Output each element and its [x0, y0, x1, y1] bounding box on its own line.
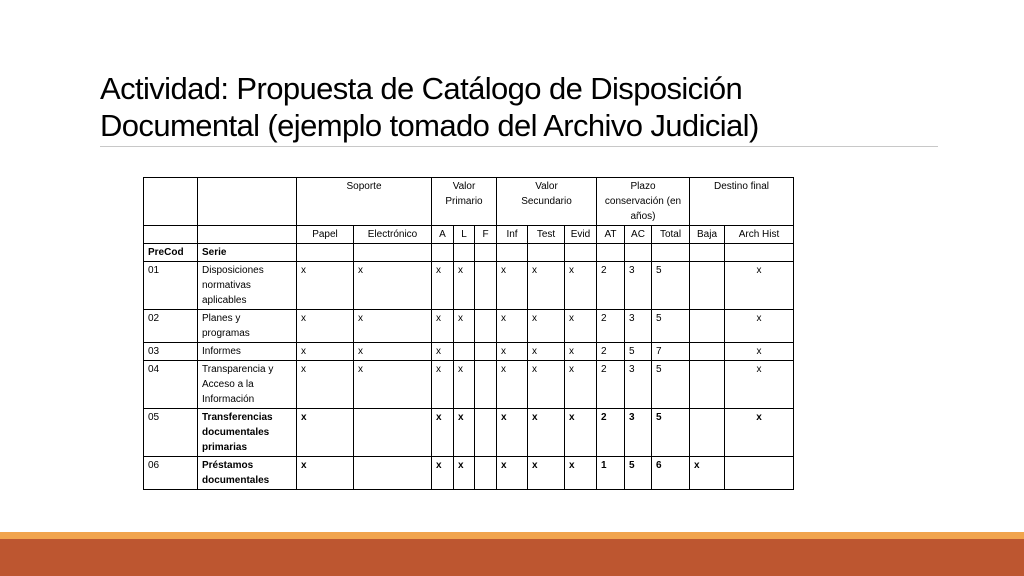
group-label-line: Secundario: [521, 196, 572, 207]
group-valor-secundario: [497, 178, 597, 226]
cell-f: [475, 409, 497, 457]
empty-cell: [144, 226, 198, 244]
subheader-papel: Papel: [297, 226, 354, 244]
serie-line: Informes: [202, 346, 241, 357]
cell-electronico: x: [354, 310, 432, 343]
table-row: [144, 409, 794, 457]
subheader-ac: AC: [625, 226, 652, 244]
subheader-total: Total: [652, 226, 690, 244]
cell-total: 7: [652, 343, 690, 361]
cell-arch: x: [725, 343, 794, 361]
empty-cell: [432, 244, 454, 262]
group-label-line: Primario: [445, 196, 483, 207]
cell-papel: x: [297, 457, 354, 490]
cell-l: x: [454, 262, 475, 310]
subheader-test: Test: [528, 226, 565, 244]
slide-title: [100, 70, 940, 144]
title-underline: [100, 146, 938, 147]
serie-line: Acceso a la: [202, 379, 254, 390]
subheader-inf: Inf: [497, 226, 528, 244]
cell-inf: x: [497, 262, 528, 310]
cell-ac: 3: [625, 262, 652, 310]
cell-l: [454, 343, 475, 361]
empty-cell: [497, 244, 528, 262]
cell-at: 2: [597, 361, 625, 409]
cell-ac: 3: [625, 361, 652, 409]
serie-line: normativas: [202, 280, 251, 291]
empty-cell: [597, 244, 625, 262]
cell-ac: 5: [625, 343, 652, 361]
subheader-l: L: [454, 226, 475, 244]
cell-f: [475, 361, 497, 409]
cell-evid: x: [565, 409, 597, 457]
serie-line: Préstamos: [202, 460, 254, 471]
serie-line: primarias: [202, 442, 248, 453]
cell-papel: x: [297, 310, 354, 343]
group-label-line: Valor: [452, 181, 476, 192]
cell-l: x: [454, 361, 475, 409]
cell-f: [475, 310, 497, 343]
subheader-row: [144, 226, 794, 244]
cell-serie: [198, 262, 297, 310]
subheader-at: AT: [597, 226, 625, 244]
serie-line: Información: [202, 394, 255, 405]
group-label-line: conservación (en: [604, 196, 682, 207]
cell-serie: [198, 409, 297, 457]
cell-total: 5: [652, 409, 690, 457]
cell-electronico: [354, 409, 432, 457]
slide-title-line-1: Actividad: Propuesta de Catálogo de Disposición: [100, 71, 743, 106]
cell-precod: 05: [144, 409, 198, 457]
cell-baja: x: [690, 457, 725, 490]
empty-cell: [198, 226, 297, 244]
serie-line: Planes y: [202, 313, 241, 324]
cell-arch: x: [725, 310, 794, 343]
cell-inf: x: [497, 457, 528, 490]
cell-electronico: x: [354, 262, 432, 310]
cell-at: 2: [597, 409, 625, 457]
cell-serie: [198, 457, 297, 490]
cell-a: x: [432, 343, 454, 361]
group-valor-primario: [432, 178, 497, 226]
cell-evid: x: [565, 457, 597, 490]
cell-a: x: [432, 361, 454, 409]
cell-total: 6: [652, 457, 690, 490]
serie-line: Disposiciones: [202, 265, 264, 276]
cell-papel: x: [297, 409, 354, 457]
cell-papel: x: [297, 262, 354, 310]
table-row: [144, 262, 794, 310]
group-soporte: Soporte: [297, 178, 432, 226]
serie-line: Transparencia y: [202, 364, 274, 375]
empty-cell: [354, 244, 432, 262]
subheader-baja: Baja: [690, 226, 725, 244]
cell-l: x: [454, 409, 475, 457]
cell-precod: 04: [144, 361, 198, 409]
empty-cell: [625, 244, 652, 262]
cell-inf: x: [497, 343, 528, 361]
cell-test: x: [528, 409, 565, 457]
cell-inf: x: [497, 310, 528, 343]
cell-a: x: [432, 409, 454, 457]
serie-line: documentales: [202, 475, 270, 486]
cell-electronico: x: [354, 343, 432, 361]
cell-precod: 01: [144, 262, 198, 310]
cell-arch: x: [725, 361, 794, 409]
group-destino-final: Destino final: [690, 178, 794, 226]
cell-at: 2: [597, 310, 625, 343]
cell-l: x: [454, 310, 475, 343]
group-plazo: [597, 178, 690, 226]
footer-accent-strip: [0, 532, 1024, 539]
serie-line: Transferencias: [202, 412, 273, 423]
cell-evid: x: [565, 310, 597, 343]
cell-test: x: [528, 457, 565, 490]
cell-evid: x: [565, 262, 597, 310]
cell-arch: x: [725, 409, 794, 457]
cell-test: x: [528, 310, 565, 343]
cell-papel: x: [297, 343, 354, 361]
cell-at: 2: [597, 343, 625, 361]
group-label-line: años): [630, 211, 656, 222]
slide-title-line-2: Documental (ejemplo tomado del Archivo Judicial): [100, 108, 759, 143]
cell-baja: [690, 262, 725, 310]
cell-at: 1: [597, 457, 625, 490]
cell-arch: x: [725, 262, 794, 310]
cell-serie: [198, 361, 297, 409]
cell-baja: [690, 310, 725, 343]
cell-baja: [690, 343, 725, 361]
cell-test: x: [528, 262, 565, 310]
cell-precod: 06: [144, 457, 198, 490]
footer-accent-bar: [0, 539, 1024, 576]
cell-precod: 03: [144, 343, 198, 361]
cell-f: [475, 457, 497, 490]
catalog-table: [143, 177, 794, 490]
corner-cell: [144, 178, 198, 226]
cell-f: [475, 343, 497, 361]
label-row: [144, 244, 794, 262]
cell-precod: 02: [144, 310, 198, 343]
serie-line: documentales: [202, 427, 270, 438]
subheader-electronico: Electrónico: [354, 226, 432, 244]
cell-evid: x: [565, 361, 597, 409]
label-precod: PreCod: [144, 244, 198, 262]
empty-cell: [454, 244, 475, 262]
cell-ac: 3: [625, 310, 652, 343]
cell-a: x: [432, 457, 454, 490]
table-row: [144, 310, 794, 343]
empty-cell: [652, 244, 690, 262]
empty-cell: [297, 244, 354, 262]
serie-line: aplicables: [202, 295, 247, 306]
label-serie: Serie: [198, 244, 297, 262]
group-header-row: [144, 178, 794, 226]
empty-cell: [475, 244, 497, 262]
cell-arch: [725, 457, 794, 490]
cell-electronico: x: [354, 361, 432, 409]
table-row: [144, 457, 794, 490]
empty-cell: [725, 244, 794, 262]
table-body: [144, 262, 794, 490]
cell-papel: x: [297, 361, 354, 409]
subheader-f: F: [475, 226, 497, 244]
serie-line: programas: [202, 328, 250, 339]
empty-cell: [528, 244, 565, 262]
cell-l: x: [454, 457, 475, 490]
cell-electronico: [354, 457, 432, 490]
cell-a: x: [432, 262, 454, 310]
table-row: [144, 361, 794, 409]
cell-total: 5: [652, 262, 690, 310]
cell-baja: [690, 409, 725, 457]
group-label-line: Plazo: [630, 181, 656, 192]
empty-cell: [690, 244, 725, 262]
subheader-evid: Evid: [565, 226, 597, 244]
subheader-a: A: [432, 226, 454, 244]
cell-a: x: [432, 310, 454, 343]
cell-at: 2: [597, 262, 625, 310]
cell-total: 5: [652, 310, 690, 343]
cell-f: [475, 262, 497, 310]
empty-cell: [565, 244, 597, 262]
cell-ac: 5: [625, 457, 652, 490]
cell-total: 5: [652, 361, 690, 409]
cell-serie: [198, 310, 297, 343]
cell-inf: x: [497, 409, 528, 457]
group-label-line: Valor: [535, 181, 558, 192]
cell-ac: 3: [625, 409, 652, 457]
cell-inf: x: [497, 361, 528, 409]
cell-evid: x: [565, 343, 597, 361]
table-row: [144, 343, 794, 361]
cell-baja: [690, 361, 725, 409]
cell-serie: [198, 343, 297, 361]
corner-cell: [198, 178, 297, 226]
cell-test: x: [528, 361, 565, 409]
subheader-arch-hist: Arch Hist: [725, 226, 794, 244]
cell-test: x: [528, 343, 565, 361]
